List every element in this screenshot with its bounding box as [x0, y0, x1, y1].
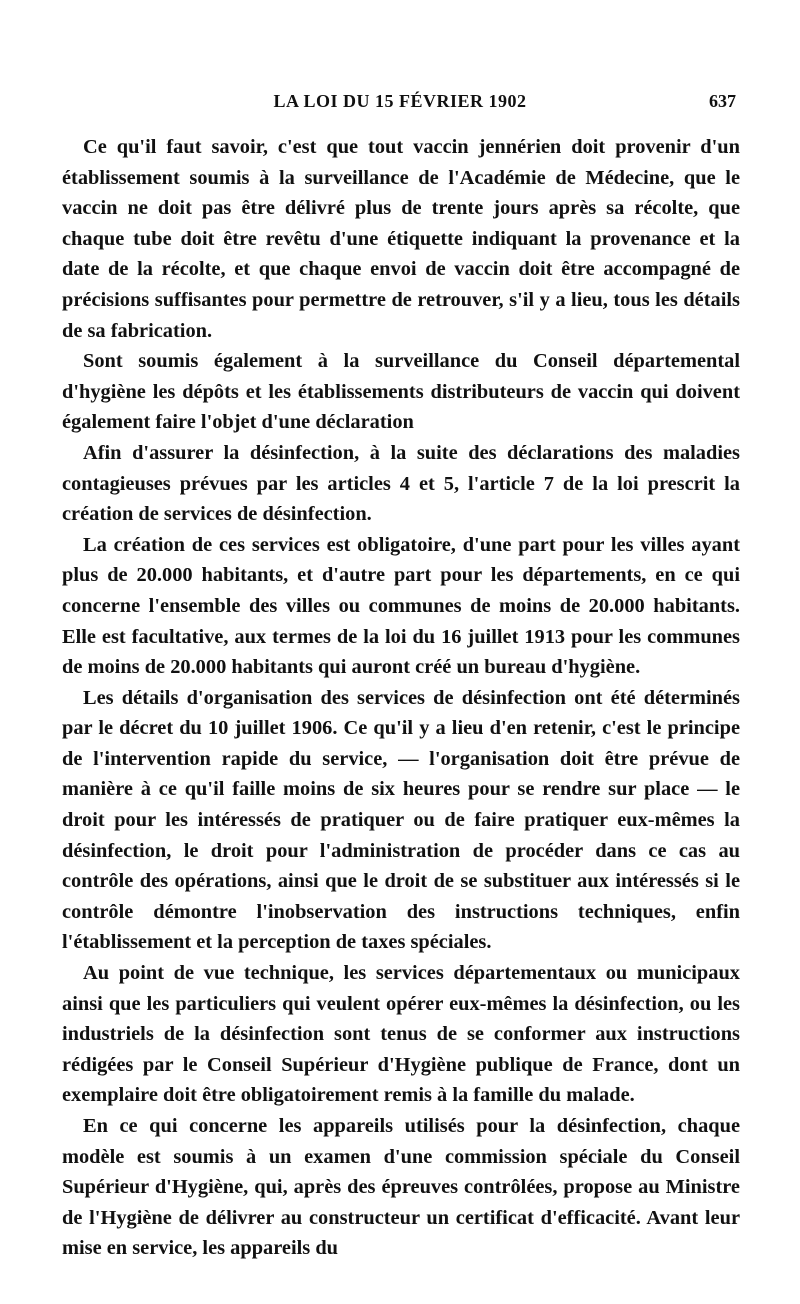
paragraph-service-creation: La création de ces services est obligatoire, d'une part pour les villes ayant plus de 20.000 habitants, et d'autre part pour les départements, en ce qui concerne l'ensemble des villes ou communes de moins de 20.000 habitants. Elle est facultative, aux termes de la loi du 16 juillet 1913 pour les communes de moins de 20.000 habitants qui auront créé un bureau d'hygiène.: [62, 533, 740, 679]
paragraph-vaccine-requirements: Ce qu'il faut savoir, c'est que tout vaccin jennérien doit provenir d'un établissement soumis à la surveillance de l'Académie de Médecine, que le vaccin ne doit pas être délivré plus de trente jours après sa récolte, que chaque tube doit être revêtu d'une étiquette indiquant la provenance et la date de la récolte, et que chaque envoi de vaccin doit être accompagné de précisions suffisantes pour permettre de retrouver, s'il y a lieu, tous les détails de sa fabrication.: [62, 136, 740, 342]
paragraph-organisation-details: Les détails d'organisation des services de désinfection ont été déterminés par le décret du 10 juillet 1906. Ce qu'il y a lieu d'en retenir, c'est le principe de l'intervention rapide du service, — l'organisation doit être prévue de manière à ce qu'il faille moins de six heures pour se rendre sur place — le droit pour les intéressés de pratiquer ou de faire pratiquer eux-mêmes la désinfection, le droit pour l'administration de procéder dans ce cas au contrôle des opérations, ainsi que le droit de se substituer aux intéressés si le contrôle démontre l'inobservation des instructions techniques, enfin l'établissement et la perception de taxes spéciales.: [62, 686, 740, 954]
paragraph-disinfection-services: Afin d'assurer la désinfection, à la suite des déclarations des maladies contagieuses prévues par les articles 4 et 5, l'article 7 de la loi prescrit la création de services de désinfection.: [62, 441, 740, 526]
page-number: 637: [709, 91, 736, 111]
running-title: LA LOI DU 15 FÉVRIER 1902: [273, 91, 527, 111]
running-header: [60, 86, 740, 116]
body-text: [62, 132, 740, 1264]
paragraph-disinfection-apparatus: En ce qui concerne les appareils utilisés pour la désinfection, chaque modèle est soumis à un examen d'une commission spéciale du Conseil Supérieur d'Hygiène, qui, après des épreuves contrôlées, propose au Ministre de l'Hygiène de délivrer au constructeur un certificat d'efficacité. Avant leur mise en service, les appareils du: [62, 1115, 740, 1260]
paragraph-depots-surveillance: Sont soumis également à la surveillance du Conseil départemental d'hygiène les dépôts et les établissements distributeurs de vaccin qui doivent également faire l'objet d'une déclaration: [62, 350, 740, 434]
paragraph-technical-instructions: Au point de vue technique, les services départementaux ou municipaux ainsi que les particuliers qui veulent opérer eux-mêmes la désinfection, ou les industriels de la désinfection sont tenus de se conformer aux instructions rédigées par le Conseil Supérieur d'Hygiène publique de France, dont un exemplaire doit être obligatoirement remis à la famille du malade.: [62, 962, 740, 1107]
